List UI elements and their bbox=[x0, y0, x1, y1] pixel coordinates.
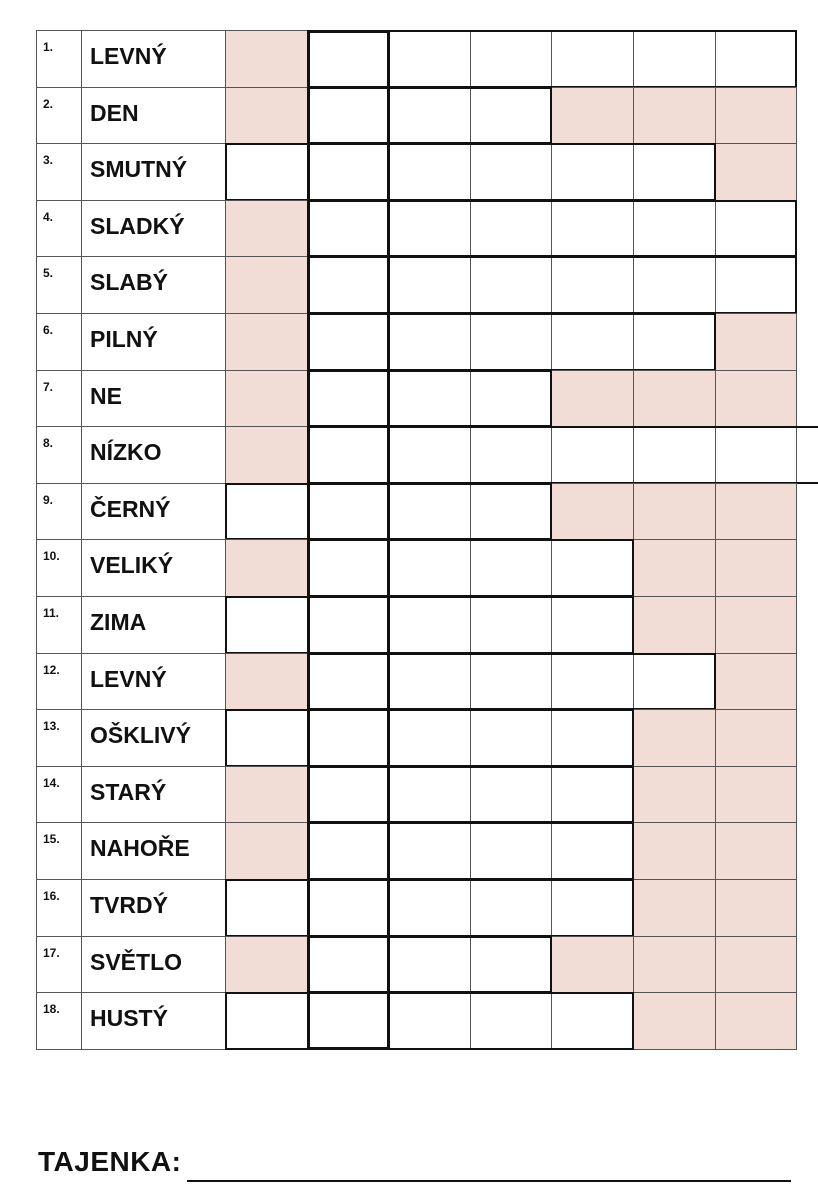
answer-cell[interactable] bbox=[470, 766, 553, 824]
clue-number: 10. bbox=[36, 539, 82, 597]
shaded-cell bbox=[633, 87, 716, 145]
clue-number: 13. bbox=[36, 709, 82, 767]
answer-cell[interactable] bbox=[225, 879, 308, 937]
shaded-cell bbox=[551, 483, 634, 541]
clue-word: SLADKÝ bbox=[81, 200, 226, 258]
clue-word: DEN bbox=[81, 87, 226, 145]
shaded-cell bbox=[715, 370, 798, 428]
answer-cell[interactable] bbox=[633, 653, 716, 711]
solution-column-outline bbox=[307, 30, 391, 1050]
shaded-cell bbox=[633, 709, 716, 767]
answer-cell[interactable] bbox=[551, 766, 634, 824]
shaded-cell bbox=[715, 992, 798, 1050]
answer-cell[interactable] bbox=[551, 30, 634, 88]
answer-cell[interactable] bbox=[470, 936, 553, 994]
answer-cell[interactable] bbox=[470, 539, 553, 597]
shaded-cell bbox=[715, 313, 798, 371]
answer-cell[interactable] bbox=[470, 30, 553, 88]
shaded-cell bbox=[715, 822, 798, 880]
answer-cell[interactable] bbox=[551, 822, 634, 880]
clue-word: PILNÝ bbox=[81, 313, 226, 371]
clue-number: 4. bbox=[36, 200, 82, 258]
clue-word: NAHOŘE bbox=[81, 822, 226, 880]
answer-cell[interactable] bbox=[470, 822, 553, 880]
clue-word: SLABÝ bbox=[81, 256, 226, 314]
answer-line[interactable] bbox=[187, 1180, 791, 1182]
answer-cell[interactable] bbox=[715, 256, 798, 314]
answer-cell[interactable] bbox=[388, 87, 471, 145]
clue-number: 14. bbox=[36, 766, 82, 824]
shaded-cell bbox=[633, 992, 716, 1050]
answer-cell[interactable] bbox=[388, 936, 471, 994]
clue-number: 15. bbox=[36, 822, 82, 880]
shaded-cell bbox=[225, 256, 308, 314]
answer-cell[interactable] bbox=[551, 653, 634, 711]
shaded-cell bbox=[715, 539, 798, 597]
clue-word: NÍZKO bbox=[81, 426, 226, 484]
answer-cell[interactable] bbox=[551, 143, 634, 201]
shaded-cell bbox=[551, 370, 634, 428]
clue-number: 18. bbox=[36, 992, 82, 1050]
clue-number: 1. bbox=[36, 30, 82, 88]
shaded-cell bbox=[225, 539, 308, 597]
clue-number: 11. bbox=[36, 596, 82, 654]
shaded-cell bbox=[225, 766, 308, 824]
answer-cell[interactable] bbox=[470, 653, 553, 711]
answer-cell[interactable] bbox=[388, 879, 471, 937]
answer-cell[interactable] bbox=[388, 596, 471, 654]
clue-word: NE bbox=[81, 370, 226, 428]
answer-cell[interactable] bbox=[470, 709, 553, 767]
shaded-cell bbox=[225, 313, 308, 371]
answer-cell[interactable] bbox=[470, 87, 553, 145]
shaded-cell bbox=[551, 87, 634, 145]
clue-word: STARÝ bbox=[81, 766, 226, 824]
answer-cell[interactable] bbox=[388, 653, 471, 711]
shaded-cell bbox=[225, 200, 308, 258]
answer-cell[interactable] bbox=[225, 596, 308, 654]
answer-cell[interactable] bbox=[633, 313, 716, 371]
shaded-cell bbox=[225, 653, 308, 711]
answer-cell[interactable] bbox=[470, 370, 553, 428]
clue-word: HUSTÝ bbox=[81, 992, 226, 1050]
answer-cell[interactable] bbox=[388, 766, 471, 824]
answer-cell[interactable] bbox=[388, 992, 471, 1050]
shaded-cell bbox=[633, 483, 716, 541]
answer-cell[interactable] bbox=[388, 30, 471, 88]
answer-cell[interactable] bbox=[388, 822, 471, 880]
shaded-cell bbox=[633, 539, 716, 597]
clue-number: 17. bbox=[36, 936, 82, 994]
answer-cell[interactable] bbox=[470, 200, 553, 258]
clue-number: 12. bbox=[36, 653, 82, 711]
answer-cell[interactable] bbox=[225, 483, 308, 541]
answer-cell[interactable] bbox=[715, 426, 798, 484]
shaded-cell bbox=[225, 822, 308, 880]
answer-cell[interactable] bbox=[388, 200, 471, 258]
answer-cell[interactable] bbox=[633, 200, 716, 258]
clue-number: 5. bbox=[36, 256, 82, 314]
clue-word: ČERNÝ bbox=[81, 483, 226, 541]
answer-cell[interactable] bbox=[633, 426, 716, 484]
clue-word: LEVNÝ bbox=[81, 30, 226, 88]
answer-cell[interactable] bbox=[388, 709, 471, 767]
shaded-cell bbox=[715, 653, 798, 711]
shaded-cell bbox=[551, 936, 634, 994]
answer-cell[interactable] bbox=[551, 426, 634, 484]
clue-number: 9. bbox=[36, 483, 82, 541]
clue-word: SMUTNÝ bbox=[81, 143, 226, 201]
clue-number: 7. bbox=[36, 370, 82, 428]
clue-word: OŠKLIVÝ bbox=[81, 709, 226, 767]
answer-cell[interactable] bbox=[388, 313, 471, 371]
answer-cell[interactable] bbox=[388, 426, 471, 484]
shaded-cell bbox=[225, 30, 308, 88]
shaded-cell bbox=[715, 936, 798, 994]
clue-number: 2. bbox=[36, 87, 82, 145]
answer-cell[interactable] bbox=[551, 709, 634, 767]
answer-cell[interactable] bbox=[470, 992, 553, 1050]
answer-cell[interactable] bbox=[470, 313, 553, 371]
answer-cell[interactable] bbox=[551, 313, 634, 371]
shaded-cell bbox=[715, 879, 798, 937]
answer-cell[interactable] bbox=[551, 256, 634, 314]
answer-cell[interactable] bbox=[633, 30, 716, 88]
answer-cell[interactable] bbox=[388, 370, 471, 428]
answer-cell[interactable] bbox=[551, 879, 634, 937]
answer-cell[interactable] bbox=[470, 143, 553, 201]
answer-cell[interactable] bbox=[225, 992, 308, 1050]
shaded-cell bbox=[633, 596, 716, 654]
answer-cell[interactable] bbox=[551, 200, 634, 258]
shaded-cell bbox=[633, 370, 716, 428]
answer-cell[interactable] bbox=[388, 539, 471, 597]
shaded-cell bbox=[633, 822, 716, 880]
shaded-cell bbox=[715, 596, 798, 654]
shaded-cell bbox=[715, 766, 798, 824]
answer-cell[interactable] bbox=[470, 256, 553, 314]
answer-cell[interactable] bbox=[470, 483, 553, 541]
answer-cell[interactable] bbox=[633, 256, 716, 314]
shaded-cell bbox=[715, 143, 798, 201]
clue-word: LEVNÝ bbox=[81, 653, 226, 711]
answer-cell[interactable] bbox=[715, 200, 798, 258]
answer-cell[interactable] bbox=[551, 596, 634, 654]
answer-label: TAJENKA: bbox=[38, 1146, 182, 1177]
shaded-cell bbox=[715, 87, 798, 145]
answer-cell[interactable] bbox=[633, 143, 716, 201]
answer-cell[interactable] bbox=[388, 256, 471, 314]
clue-word: VELIKÝ bbox=[81, 539, 226, 597]
clue-word: TVRDÝ bbox=[81, 879, 226, 937]
answer-cell[interactable] bbox=[225, 709, 308, 767]
clue-word: ZIMA bbox=[81, 596, 226, 654]
shaded-cell bbox=[633, 936, 716, 994]
shaded-cell bbox=[715, 709, 798, 767]
answer-cell[interactable] bbox=[470, 426, 553, 484]
clue-number: 6. bbox=[36, 313, 82, 371]
clue-number: 16. bbox=[36, 879, 82, 937]
answer-cell[interactable] bbox=[388, 483, 471, 541]
answer-cell[interactable] bbox=[470, 879, 553, 937]
shaded-cell bbox=[225, 370, 308, 428]
answer-cell[interactable] bbox=[225, 143, 308, 201]
clue-number: 3. bbox=[36, 143, 82, 201]
clue-number: 8. bbox=[36, 426, 82, 484]
answer-cell[interactable] bbox=[715, 30, 798, 88]
shaded-cell bbox=[225, 87, 308, 145]
answer-cell[interactable] bbox=[388, 143, 471, 201]
shaded-cell bbox=[633, 766, 716, 824]
shaded-cell bbox=[715, 483, 798, 541]
answer-cell[interactable] bbox=[551, 539, 634, 597]
answer-cell[interactable] bbox=[551, 992, 634, 1050]
shaded-cell bbox=[225, 426, 308, 484]
answer-cell[interactable] bbox=[470, 596, 553, 654]
shaded-cell bbox=[633, 879, 716, 937]
clue-word: SVĚTLO bbox=[81, 936, 226, 994]
shaded-cell bbox=[225, 936, 308, 994]
